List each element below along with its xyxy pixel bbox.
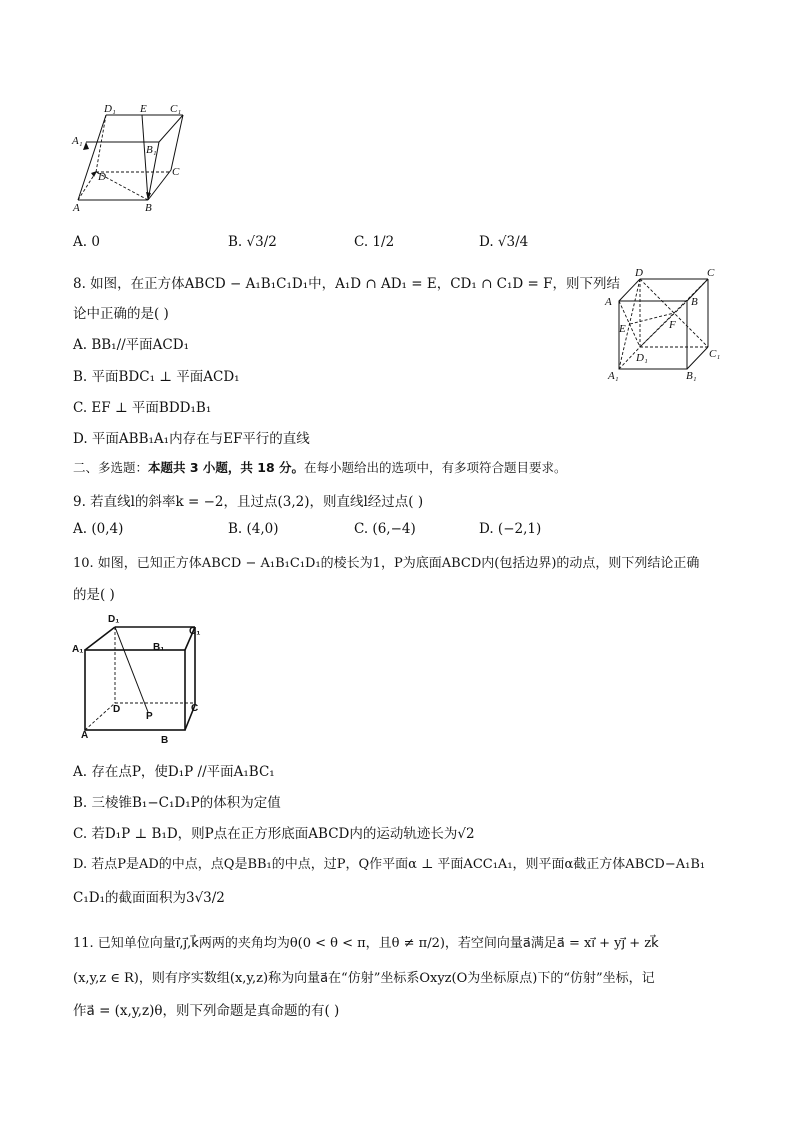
q11-line1: 11. 已知单位向量i⃗,j⃗,k⃗两两的夹角均为θ(0 < θ < π，且θ ≠ π/2)，若空间向量a⃗满足a⃗ = xi⃗ + yj⃗ + zk⃗ bbox=[73, 936, 659, 951]
q7-option-d: D. √3/4 bbox=[479, 234, 529, 250]
q11-line2: (x,y,z ∈ R)，则有序实数组(x,y,z)称为向量a⃗在“仿射”坐标系Oxyz(O为坐标原点)下的“仿射”坐标，记 bbox=[73, 971, 655, 986]
q9-option-c: C. (6,−4) bbox=[354, 521, 416, 537]
label-a1: A₁ bbox=[72, 644, 84, 655]
label-c1: C₁ bbox=[170, 103, 182, 115]
q8-option-d: D. 平面ABB₁A₁内存在与EF平行的直线 bbox=[73, 431, 310, 447]
label-c1: C₁ bbox=[709, 348, 721, 360]
q8-stem-line2: 论中正确的是( ) bbox=[73, 306, 169, 322]
section-heading bbox=[73, 458, 567, 476]
section-prefix: 二、多选题： bbox=[73, 460, 149, 475]
q10-cube-figure bbox=[70, 610, 210, 750]
q10-option-c: C. 若D₁P ⊥ B₁D，则P点在正方形底面ABCD内的运动轨迹长为√2 bbox=[73, 826, 475, 842]
label-d1: D₁ bbox=[108, 614, 120, 625]
label-b: B bbox=[161, 735, 169, 746]
label-d1: D₁ bbox=[636, 352, 648, 364]
label-a1: A₁ bbox=[72, 135, 83, 147]
label-d1: D₁ bbox=[104, 103, 116, 115]
label-a: A bbox=[605, 296, 612, 308]
q9-stem: 9. 若直线l的斜率k = −2，且过点(3,2)，则直线l经过点( ) bbox=[73, 494, 424, 510]
q7-cube-figure bbox=[66, 100, 196, 215]
q7-option-c: C. 1/2 bbox=[354, 234, 395, 250]
label-c: C bbox=[172, 166, 180, 178]
q10-stem-line2: 的是( ) bbox=[73, 587, 115, 603]
label-d: D bbox=[635, 267, 643, 279]
label-b: B bbox=[145, 202, 152, 214]
label-e: E bbox=[140, 103, 147, 115]
q10-stem-line1: 10. 如图，已知正方体ABCD − A₁B₁C₁D₁的棱长为1，P为底面ABCD内(包括边界)的动点，则下列结论正确 bbox=[73, 556, 700, 571]
label-p: P bbox=[146, 711, 153, 722]
q10-option-a: A. 存在点P，使D₁P //平面A₁BC₁ bbox=[73, 764, 275, 780]
label-f: F bbox=[669, 319, 676, 331]
label-d: D bbox=[98, 171, 106, 183]
label-a1: A₁ bbox=[608, 370, 619, 382]
section-bold: 本题共 3 小题，共 18 分。 bbox=[148, 460, 305, 475]
label-c: C bbox=[707, 267, 715, 279]
q8-cube-figure bbox=[602, 265, 727, 385]
q10-option-d-line1: D. 若点P是AD的中点，点Q是BB₁的中点，过P，Q作平面α ⊥ 平面ACC₁A₁，则平面α截正方体ABCD−A₁B₁ bbox=[73, 857, 706, 872]
label-c: C bbox=[191, 703, 199, 714]
q11-line3: 作a⃗ = (x,y,z)θ，则下列命题是真命题的有( ) bbox=[73, 1003, 340, 1019]
q7-option-a: A. 0 bbox=[73, 234, 100, 250]
q9-option-d: D. (−2,1) bbox=[479, 521, 542, 537]
label-b1: B₁ bbox=[686, 370, 697, 382]
label-b1: B₁ bbox=[153, 642, 165, 653]
q8-option-a: A. BB₁//平面ACD₁ bbox=[73, 337, 189, 353]
label-b1: B₁ bbox=[146, 144, 157, 156]
label-a: A bbox=[73, 202, 80, 214]
q9-option-a: A. (0,4) bbox=[73, 521, 124, 537]
label-b: B bbox=[691, 296, 698, 308]
q8-stem-line1: 8. 如图，在正方体ABCD − A₁B₁C₁D₁中，A₁D ∩ AD₁ = E，CD₁ ∩ C₁D = F，则下列结 bbox=[73, 276, 621, 292]
label-e: E bbox=[619, 323, 626, 335]
q7-option-b: B. √3/2 bbox=[228, 234, 277, 250]
q8-option-c: C. EF ⊥ 平面BDD₁B₁ bbox=[73, 400, 212, 416]
q8-option-b: B. 平面BDC₁ ⊥ 平面ACD₁ bbox=[73, 369, 240, 385]
label-c1: C₁ bbox=[189, 626, 201, 637]
label-a: A bbox=[81, 730, 89, 741]
section-rest: 在每小题给出的选项中，有多项符合题目要求。 bbox=[304, 460, 567, 475]
q10-option-d-line2: C₁D₁的截面面积为3√3/2 bbox=[73, 890, 225, 906]
q9-option-b: B. (4,0) bbox=[228, 521, 279, 537]
label-d: D bbox=[113, 704, 121, 715]
q10-option-b: B. 三棱锥B₁−C₁D₁P的体积为定值 bbox=[73, 795, 281, 811]
